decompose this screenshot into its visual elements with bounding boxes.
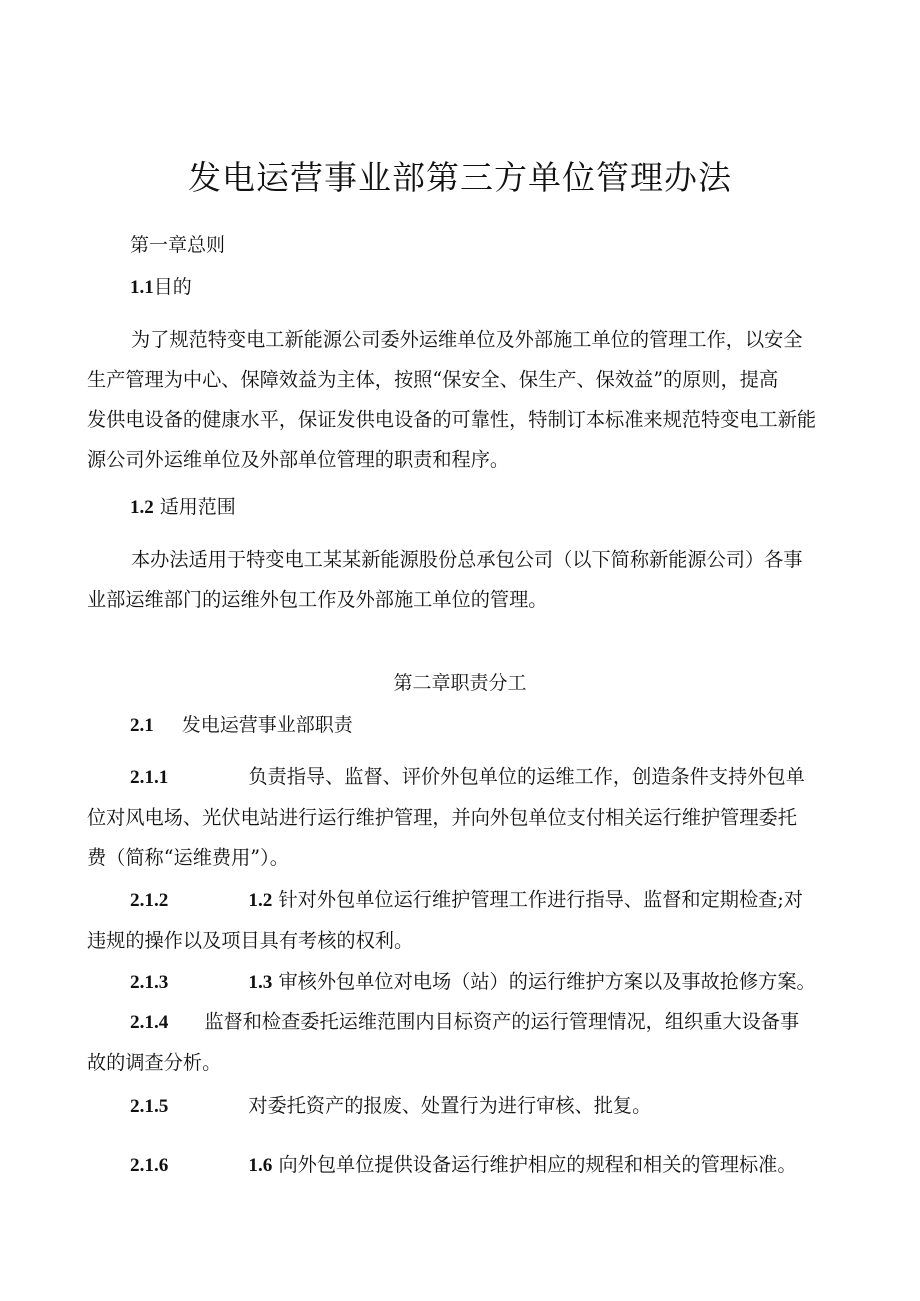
text-line: 向外包单位提供设备运行维护相应的规程和相关的管理标准。	[278, 1153, 797, 1176]
text-line: 对委托资产的报废、处置行为进行审核、批复。	[248, 1094, 652, 1117]
section-label: 发电运营事业部职责	[181, 714, 353, 736]
clause-2-1-6	[87, 1145, 847, 1186]
text-line: 本办法适用于特变电工某某新能源股份总承包公司（以下简称新能源公司）各事	[131, 548, 803, 571]
section-number: 2.1	[130, 715, 154, 736]
text-line: 违规的操作以及项目具有考核的权利。	[87, 929, 414, 952]
text-line: 费（简称“运维费用”）。	[87, 846, 289, 869]
clause-prefix: 1.6	[248, 1155, 273, 1176]
section-2-1-heading	[130, 713, 353, 738]
purpose-paragraph	[87, 320, 835, 480]
section-1-2-heading	[130, 495, 236, 520]
text-line: 源公司外运维单位及外部单位管理的职责和程序。	[87, 448, 510, 471]
text-line: 生产管理为中心、保障效益为主体，按照“保安全、保生产、保效益”的原则，提高	[87, 368, 779, 391]
clause-2-1-2	[87, 880, 847, 961]
text-line: 发供电设备的健康水平，保证发供电设备的可靠性，特制订本标准来规范特变电工新能	[87, 408, 817, 431]
document-title: 发电运营事业部第三方单位管理办法	[188, 158, 732, 197]
clause-2-1-1	[87, 757, 847, 878]
text-line: 负责指导、监督、评价外包单位的运维工作，创造条件支持外包单	[248, 765, 805, 788]
text-line: 针对外包单位运行维护管理工作进行指导、监督和定期检查;对	[278, 888, 803, 911]
chapter-1-heading: 第一章总则	[130, 234, 226, 256]
text-line: 审核外包单位对电场（站）的运行维护方案以及事故抢修方案。	[278, 970, 816, 993]
chapter-2-heading: 第二章职责分工	[393, 672, 527, 694]
text-line: 业部运维部门的运维外包工作及外部施工单位的管理。	[87, 588, 548, 611]
clause-number: 2.1.3	[130, 972, 169, 993]
scope-paragraph	[87, 540, 835, 620]
clause-number: 2.1.5	[130, 1096, 169, 1117]
clause-number: 2.1.1	[130, 767, 169, 788]
clause-2-1-5	[87, 1086, 847, 1127]
section-number: 1.1	[130, 277, 154, 298]
clause-2-1-4	[87, 1002, 847, 1083]
section-label: 适用范围	[159, 496, 236, 518]
clause-number: 2.1.6	[130, 1155, 169, 1176]
text-line: 监督和检查委托运维范围内目标资产的运行管理情况，组织重大设备事	[204, 1010, 800, 1033]
clause-2-1-3	[87, 962, 847, 1003]
section-number: 1.2	[130, 497, 154, 518]
text-line: 故的调查分析。	[87, 1051, 222, 1074]
clause-number: 2.1.4	[130, 1012, 169, 1033]
clause-prefix: 1.3	[248, 972, 273, 993]
text-line: 为了规范特变电工新能源公司委外运维单位及外部施工单位的管理工作，以安全	[131, 328, 803, 351]
text-line: 位对风电场、光伏电站进行运行维护管理，并向外包单位支付相关运行维护管理委托	[87, 806, 797, 829]
clause-prefix: 1.2	[248, 890, 273, 911]
section-1-1-heading	[130, 275, 192, 300]
section-label: 目的	[153, 276, 192, 298]
clause-number: 2.1.2	[130, 890, 169, 911]
